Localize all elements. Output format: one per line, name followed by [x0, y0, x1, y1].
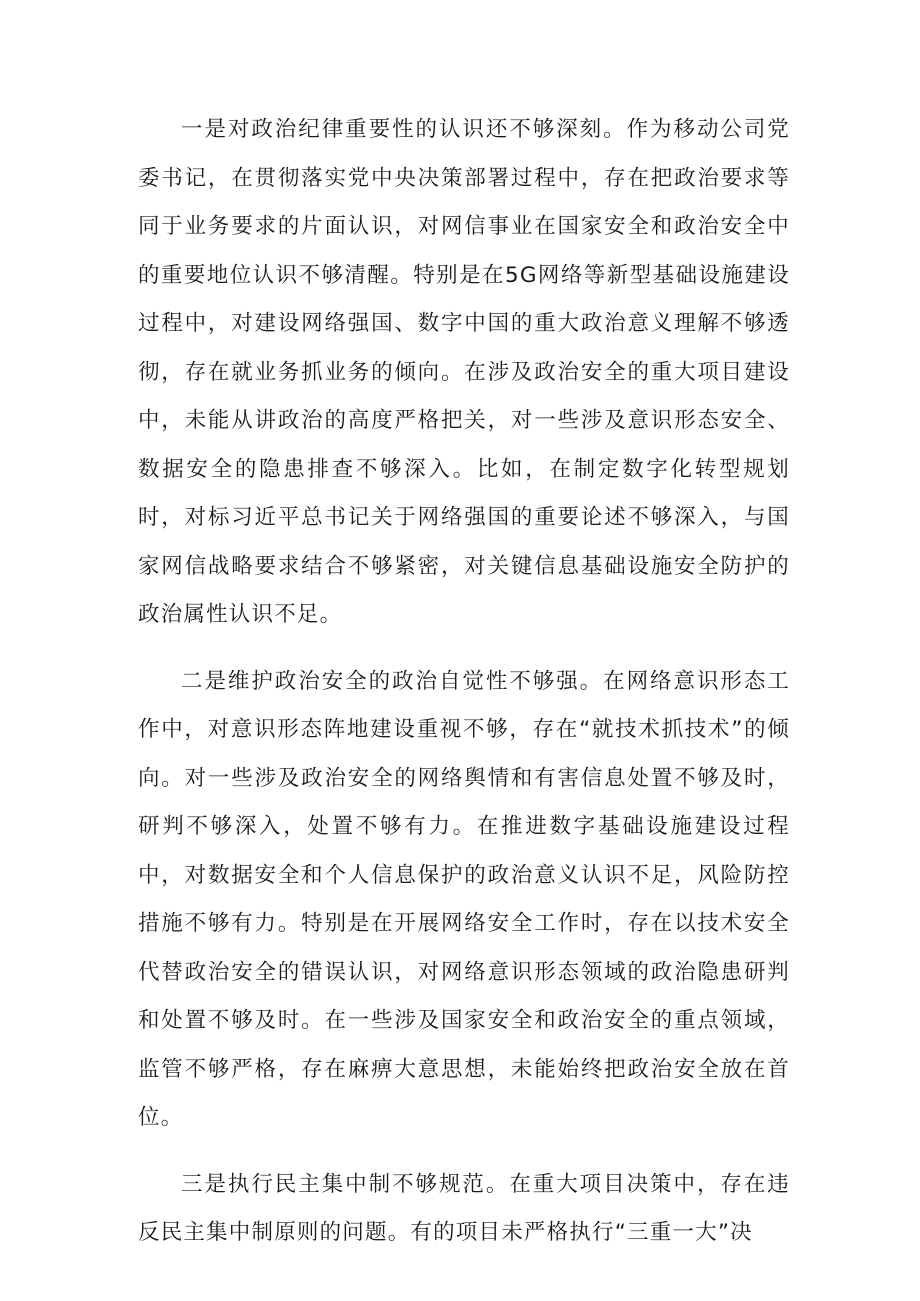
document-body [138, 106, 790, 1276]
paragraph-political-security: 二是维护政治安全的政治自觉性不够强。在网络意识形态工作中，对意识形态阵地建设重视不够，存在“就技术抓技术”的倾向。对一些涉及政治安全的网络舆情和有害信息处置不够及时，研判不够深入，处置不够有力。在推进数字基础设施建设过程中，对数据安全和个人信息保护的政治意义认识不足，风险防控措施不够有力。特别是在开展网络安全工作时，存在以技术安全代替政治安全的错误认识，对网络意识形态领域的政治隐患研判和处置不够及时。在一些涉及国家安全和政治安全的重点领域，监管不够严格，存在麻痹大意思想，未能始终把政治安全放在首位。 [138, 668, 790, 1130]
paragraph-political-discipline: 一是对政治纪律重要性的认识还不够深刻。作为移动公司党委书记，在贯彻落实党中央决策部署过程中，存在把政治要求等同于业务要求的片面认识，对网信事业在国家安全和政治安全中的重要地位认识不够清醒。特别是在5G网络等新型基础设施建设过程中，对建设网络强国、数字中国的重大政治意义理解不够透彻，存在就业务抓业务的倾向。在涉及政治安全的重大项目建设中，未能从讲政治的高度严格把关，对一些涉及意识形态安全、数据安全的隐患排查不够深入。比如，在制定数字化转型规划时，对标习近平总书记关于网络强国的重要论述不够深入，与国家网信战略要求结合不够紧密，对关键信息基础设施安全防护的政治属性认识不足。 [138, 117, 790, 627]
paragraph-democratic-centralism: 三是执行民主集中制不够规范。在重大项目决策中，存在违反民主集中制原则的问题。有的项目未严格执行“三重一大”决 [138, 1171, 790, 1245]
